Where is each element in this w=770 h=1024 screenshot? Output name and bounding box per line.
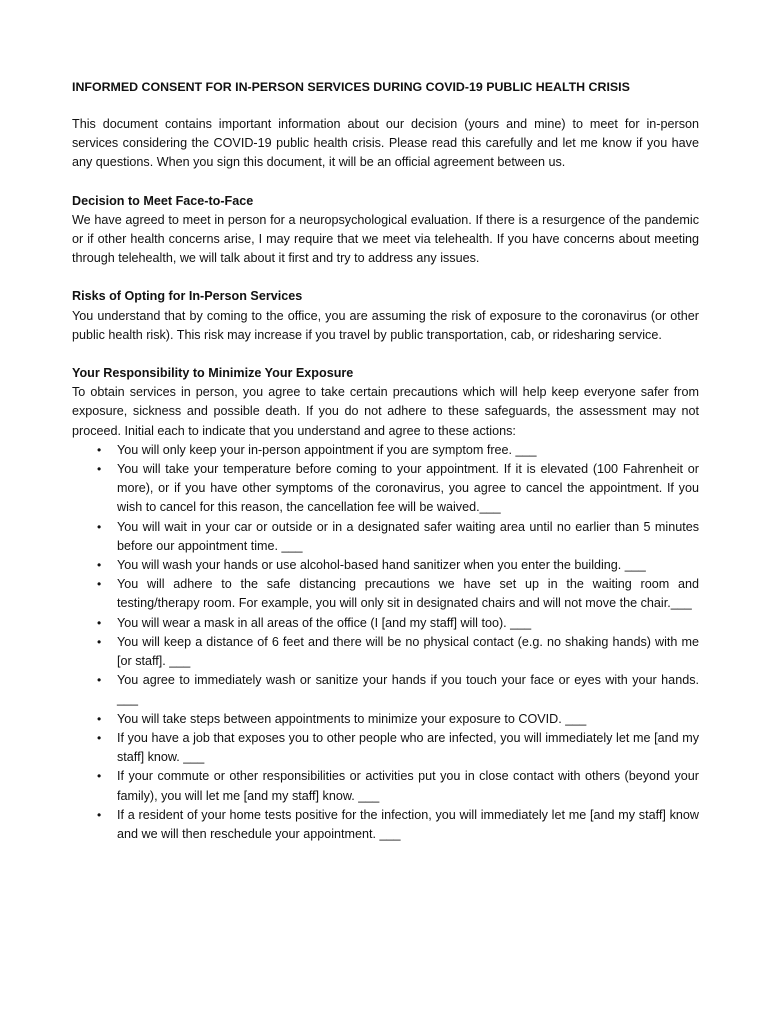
list-item xyxy=(72,518,699,556)
list-item xyxy=(72,614,699,633)
list-item-text: If your commute or other responsibilities or activities put you in close contact with others (beyond your family), you will let me [and my staff] know. ___ xyxy=(117,769,699,803)
section-heading: Decision to Meet Face-to-Face xyxy=(72,193,254,208)
bullet-icon: • xyxy=(97,807,102,822)
list-item xyxy=(72,633,699,671)
list-item-text: You will wash your hands or use alcohol-based hand sanitizer when you enter the building. ___ xyxy=(117,558,646,573)
list-item-text: You will take your temperature before coming to your appointment. If it is elevated (100 Fahrenheit or more), or if you have other symptoms of the coronavirus, you agree to cancel the appointment. If you wish to cancel for this reason, the cancellation fee will be waived.___ xyxy=(117,462,699,515)
section-heading: Risks of Opting for In-Person Services xyxy=(72,289,303,304)
action-list xyxy=(72,441,699,844)
section-decision xyxy=(72,192,699,269)
section-body: We have agreed to meet in person for a neuropsychological evaluation. If there is a resurgence of the pandemic or if other health concerns arise, I may require that we meet via telehealth. If you have concerns about meeting through telehealth, we will talk about it first and try to address any issues. xyxy=(72,212,699,266)
list-item-text: If you have a job that exposes you to other people who are infected, you will immediately let me [and my staff] know. ___ xyxy=(117,730,699,765)
bullet-icon: • xyxy=(97,711,102,726)
list-item xyxy=(72,729,699,767)
list-item-text: You will adhere to the safe distancing precautions we have set up in the waiting room and testing/therapy room. For example, you will only sit in designated chairs and will not move the chair.___ xyxy=(117,577,699,611)
list-item xyxy=(72,556,699,575)
list-item-text: You will keep a distance of 6 feet and there will be no physical contact (e.g. no shaking hands) with me [or staff]. ___ xyxy=(117,634,699,669)
list-item-text: You will only keep your in-person appointment if you are symptom free. ___ xyxy=(117,442,537,457)
bullet-icon: • xyxy=(97,730,102,745)
list-item xyxy=(72,710,699,729)
list-item-text: You will wait in your car or outside or in a designated safer waiting area until no earlier than 5 minutes before our appointment time. ___ xyxy=(117,519,699,553)
list-item-text: If a resident of your home tests positive for the infection, you will immediately let me [and my staff] know and we will then reschedule your appointment. ___ xyxy=(117,807,699,841)
bullet-icon: • xyxy=(97,558,102,573)
bullet-icon: • xyxy=(97,769,102,784)
document-title: INFORMED CONSENT FOR IN-PERSON SERVICES DURING COVID-19 PUBLIC HEALTH CRISIS xyxy=(72,80,630,94)
bullet-icon: • xyxy=(97,577,102,592)
intro-paragraph: This document contains important information about our decision (yours and mine) to meet for in-person services considering the COVID-19 public health crisis. Please read this carefully and let me know if you have any questions. When you sign this document, it will be an official agreement between us. xyxy=(72,117,699,170)
bullet-icon: • xyxy=(97,615,102,630)
list-item xyxy=(72,671,699,709)
bullet-icon: • xyxy=(97,519,102,534)
bullet-icon: • xyxy=(97,673,102,688)
section-heading: Your Responsibility to Minimize Your Exposure xyxy=(72,366,354,381)
list-item xyxy=(72,806,699,844)
section-responsibility xyxy=(72,364,699,844)
list-item xyxy=(72,767,699,805)
document-page xyxy=(72,78,699,863)
list-item-text: You will wear a mask in all areas of the office (I [and my staff] will too). ___ xyxy=(117,615,532,630)
section-body: To obtain services in person, you agree to take certain precautions which will help keep everyone safer from exposure, sickness and possible death. If you do not adhere to these safeguards, the assessment may not proceed. Initial each to indicate that you understand and agree to these actions: xyxy=(72,385,699,438)
section-risks xyxy=(72,287,699,345)
list-item-text: You will take steps between appointments to minimize your exposure to COVID. ___ xyxy=(117,711,587,726)
bullet-icon: • xyxy=(97,442,102,457)
list-item xyxy=(72,575,699,613)
list-item xyxy=(72,441,699,460)
list-item xyxy=(72,460,699,518)
section-body: You understand that by coming to the office, you are assuming the risk of exposure to the coronavirus (or other public health risk). This risk may increase if you travel by public transportation, cab, or ridesharing service. xyxy=(72,308,699,342)
list-item-text: You agree to immediately wash or sanitize your hands if you touch your face or eyes with your hands. ___ xyxy=(117,673,699,707)
bullet-icon: • xyxy=(97,634,102,649)
bullet-icon: • xyxy=(97,462,102,477)
